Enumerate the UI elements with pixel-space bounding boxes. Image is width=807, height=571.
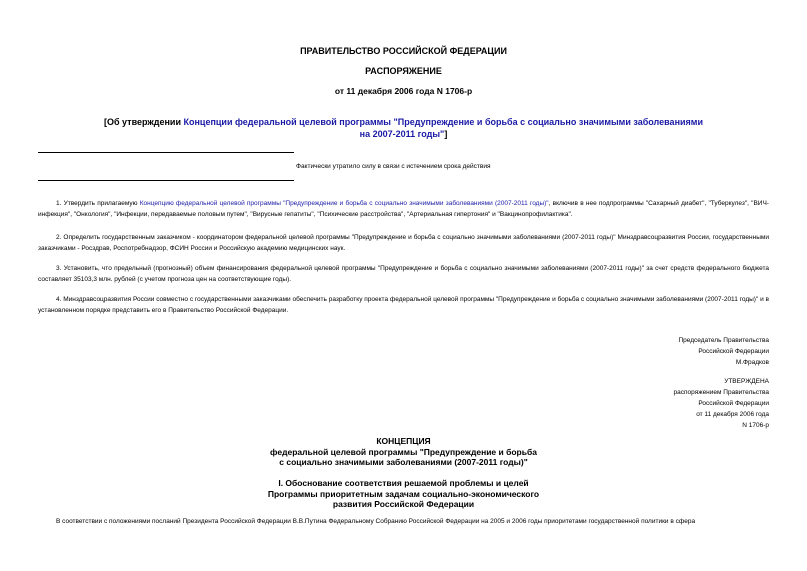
signature-country: Российской Федерации <box>698 348 769 355</box>
section-heading-1: I. Обоснование соответствия решаемой проблемы и целей <box>278 478 529 488</box>
approval-label: УТВЕРЖДЕНА <box>724 378 769 385</box>
section-heading-block <box>0 478 807 510</box>
approval-line-2: распоряжением Правительства <box>673 389 769 396</box>
paragraph-1-start: 1. Утвердить прилагаемую <box>56 200 140 207</box>
paragraph-1 <box>38 199 769 220</box>
section-heading-3: развития Российской Федерации <box>332 499 475 509</box>
title-suffix: ] <box>444 129 448 139</box>
concept-subtitle-1: федеральной целевой программы "Предупреждение и борьба <box>270 446 537 457</box>
concept-subtitle-2: с социально значимыми заболеваниями (2007-2011 годы)" <box>279 457 528 467</box>
concept-title-link-line2[interactable]: на 2007-2011 годы" <box>359 129 445 139</box>
approval-line-3: Российской Федерации <box>698 400 769 407</box>
approval-date: от 11 декабря 2006 года <box>696 411 769 418</box>
document-type-heading: РАСПОРЯЖЕНИЕ <box>365 66 442 76</box>
document-date-number: от 11 декабря 2006 года N 1706-р <box>334 86 473 96</box>
status-note: Фактически утратило силу в связи с истечением срока действия <box>296 163 491 170</box>
concept-heading: КОНЦЕПЦИЯ <box>376 436 431 446</box>
top-divider <box>38 152 294 153</box>
signature-title: Председатель Правительства <box>678 337 769 344</box>
approval-block <box>674 376 769 431</box>
concept-heading-block <box>0 436 807 468</box>
bottom-divider <box>38 180 294 181</box>
concept-link[interactable]: Концепцию федеральной целевой программы "Предупреждение и борьба с социально значимыми заболеваниями (2007-2011 годы)" <box>139 200 549 207</box>
paragraph-1-end: , включив в нее подпрограммы "Сахарный диабет", "Туберкулез", "ВИЧ-инфекция", "Онкология", "Инфекции, передаваемые половым путем", "Вирусные гепатиты", "Психические расстройства", "Артериальная гипертония" и "Вакцинопрофилактика". <box>38 200 769 218</box>
paragraph-4: 4. Минздравсоцразвития России совместно с государственными заказчиками обеспечить разработку проекта федеральной целевой программы "Предупреждение и борьба с социально значимыми заболеваниями (2007-2011 годы)" и в установленном порядке представить его в Правительство Российской Федерации. <box>38 296 769 314</box>
paragraph-2: 2. Определить государственным заказчиком - координатором федеральной целевой программы "Предупреждение и борьба с социально значимыми заболеваниями (2007-2011 годы)" Минздравсоцразвития России, государственными заказчиками - Росздрав, Роспотребнадзор, ФСИН России и Российскую академию медицинских наук. <box>38 234 769 252</box>
signature-block <box>678 335 769 368</box>
government-heading: ПРАВИТЕЛЬСТВО РОССИЙСКОЙ ФЕДЕРАЦИИ <box>300 46 507 56</box>
concept-title-link-line1[interactable]: Концепции федеральной целевой программы "Предупреждение и борьба с социально значимыми заболеваниями <box>183 117 703 127</box>
section-first-line: В соответствии с положениями посланий Президента Российской Федерации В.В.Путина Федеральному Собранию Российской Федерации на 2005 и 2006 годы приоритетами государственной политики в сфера <box>56 518 696 525</box>
section-heading-2: Программы приоритетным задачам социально-экономического <box>267 488 540 499</box>
title-prefix: [Об утверждении <box>104 117 184 127</box>
approval-number: N 1706-р <box>742 422 769 429</box>
paragraph-3: 3. Установить, что предельный (прогнозный) объем финансирования федеральной целевой программы "Предупреждение и борьба с социально значимыми заболеваниями (2007-2011 годы)" за счет средств федерального бюджета составляет 35103,3 млн. рублей (с учетом прогноза цен на соответствующие годы). <box>38 265 769 283</box>
document-title <box>0 116 807 140</box>
signature-name: М.Фрадков <box>735 359 769 366</box>
